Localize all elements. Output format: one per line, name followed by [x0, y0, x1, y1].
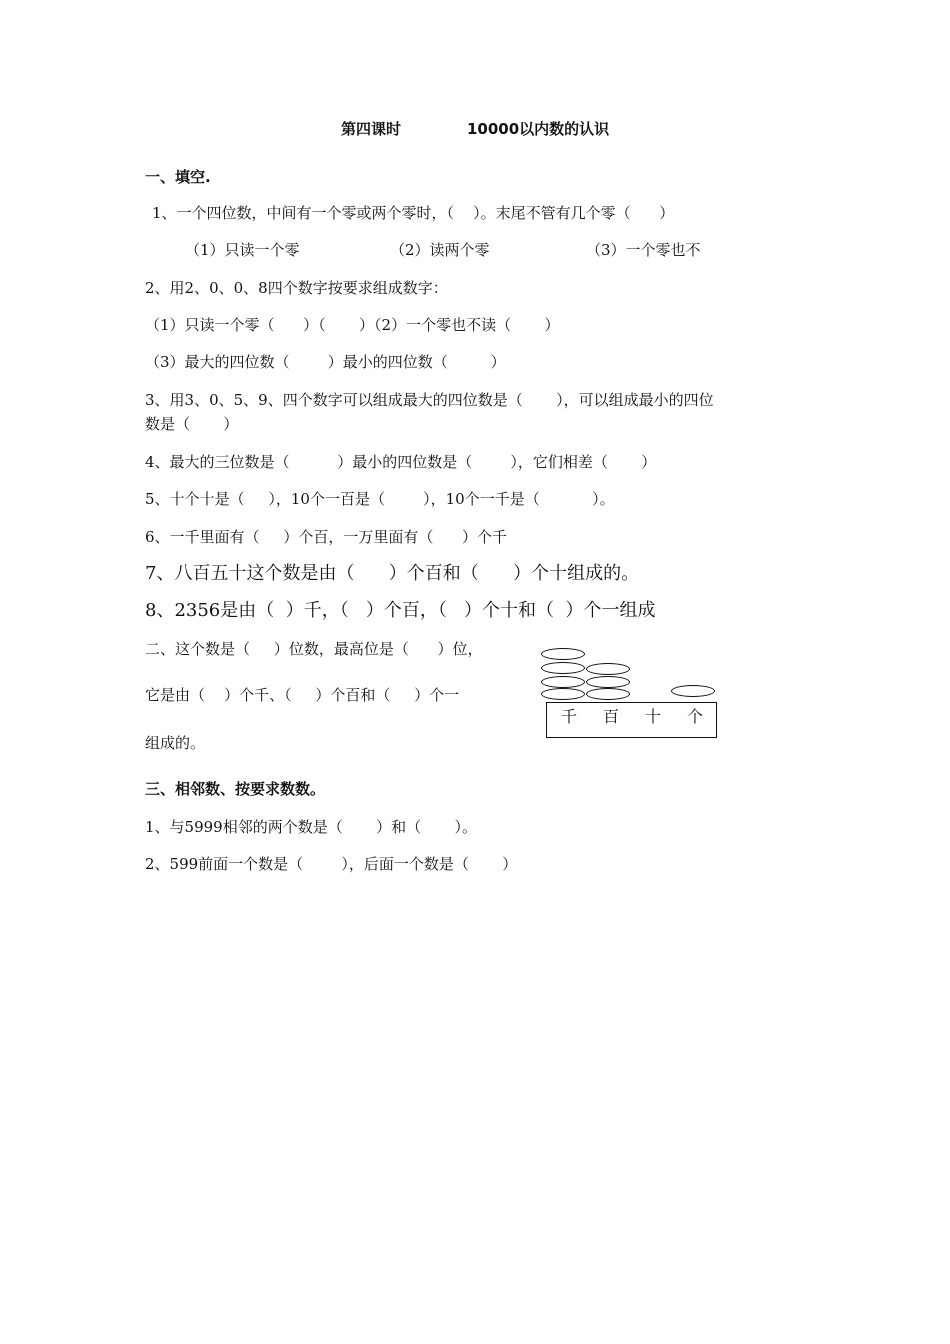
question-8: 8、2356是由（ ）千，（ ）个百，（ ）个十和（ ）个一组成: [145, 600, 656, 621]
ones-bead: [671, 685, 715, 697]
section3-heading: 三、相邻数、按要求数数。: [145, 780, 326, 798]
section2-line-3: 组成的。: [145, 734, 206, 752]
hundreds-bead: [586, 688, 630, 700]
section3-question-1: 1、与5999相邻的两个数是（ ）和（ ）。: [145, 818, 477, 836]
thousands-bead: [541, 676, 585, 688]
place-label-ones: 个: [687, 707, 704, 726]
section1-heading: 一、填空.: [145, 168, 211, 186]
question-2: 2、用2、0、0、8四个数字按要求组成数字：: [145, 279, 448, 297]
thousands-bead: [541, 648, 585, 660]
section2-line-2: 它是由（ ）个千、（ ）个百和（ ）个一: [145, 686, 460, 704]
thousands-bead: [541, 688, 585, 700]
question-5: 5、十个十是（ ），10个一百是（ ），10个一千是（ ）。: [145, 490, 615, 508]
place-label-tens: 十: [645, 707, 662, 726]
place-label-hundreds: 百: [603, 707, 620, 726]
question-6: 6、一千里面有（ ）个百，一万里面有（ ）个千: [145, 528, 507, 546]
question-1: 1、一个四位数，中间有一个零或两个零时，（ ）。末尾不管有几个零（ ）: [152, 204, 675, 222]
option-3: （3）一个零也不: [586, 241, 701, 259]
page-title: 10000以内数的认识: [467, 120, 610, 138]
option-1: （1）只读一个零: [185, 241, 300, 259]
section3-question-2: 2、599前面一个数是（ ），后面一个数是（ ）: [145, 855, 518, 873]
question-3-line-1: 3、用3、0、5、9、四个数字可以组成最大的四位数是（ ），可以组成最小的四位: [145, 391, 714, 409]
question-7: 7、八百五十这个数是由（ ）个百和（ ）个十组成的。: [145, 563, 640, 584]
lesson-number: 第四课时: [341, 120, 402, 138]
place-label-thousands: 千: [561, 707, 578, 726]
thousands-bead: [541, 662, 585, 674]
option-2: （2）读两个零: [390, 241, 490, 259]
section2-line-1: 二、这个数是（ ）位数，最高位是（ ）位，: [145, 640, 483, 658]
question-3-line-2: 数是（ ）: [145, 415, 239, 433]
hundreds-bead: [586, 663, 630, 675]
question-2-part-a: （1）只读一个零（ ）（ ）（2）一个零也不读（ ）: [145, 316, 560, 334]
question-2-part-b: （3）最大的四位数（ ）最小的四位数（ ）: [145, 353, 506, 371]
hundreds-bead: [586, 676, 630, 688]
question-4: 4、最大的三位数是（ ）最小的四位数是（ ），它们相差（ ）: [145, 453, 657, 471]
